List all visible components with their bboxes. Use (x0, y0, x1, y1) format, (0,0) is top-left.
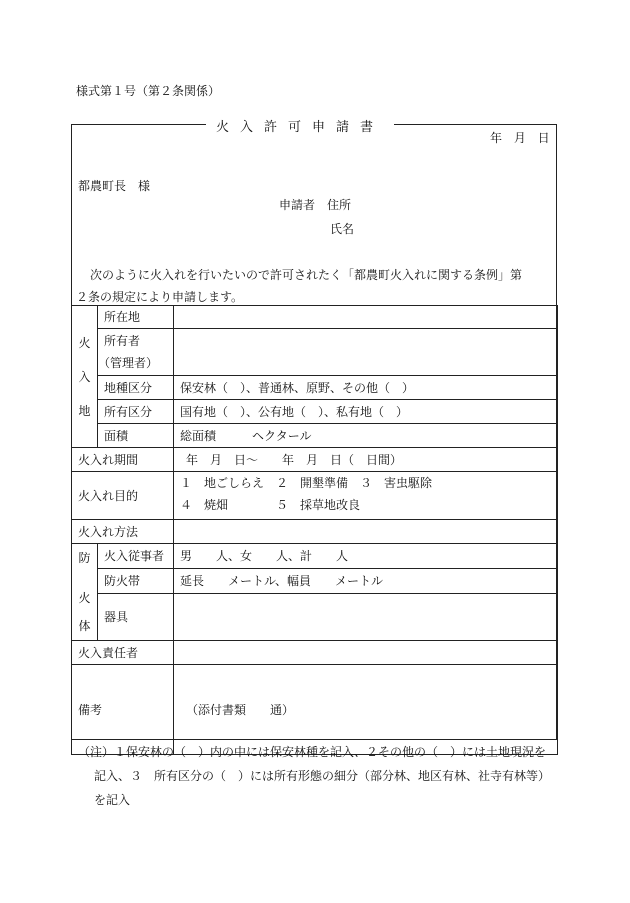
applicant-name-label: 氏名 (330, 222, 355, 236)
category-field[interactable]: 保安林（ ）、普通林、原野、その他（ ） (174, 376, 558, 400)
ownership-label: 所有区分 (98, 400, 174, 424)
purpose-options-line-2: ４ 焼畑 ５ 採草地改良 (180, 498, 361, 512)
responsible-label: 火入責任者 (72, 641, 174, 665)
tools-field[interactable] (174, 593, 558, 640)
purpose-label: 火入れ目的 (72, 472, 174, 520)
addressee: 都農町長 様 (78, 179, 151, 193)
method-label: 火入れ方法 (72, 520, 174, 544)
firebreak-label: 防火帯 (98, 568, 174, 593)
period-field[interactable]: 年 月 日〜 年 月 日（ 日間） (174, 448, 558, 472)
category-label: 地種区分 (98, 376, 174, 400)
location-field[interactable] (174, 306, 558, 329)
remarks-label: 備考 (72, 665, 174, 755)
prevention-side-char-1: 防 (78, 551, 91, 565)
request-text-line-2: ２条の規定により申請します。 (76, 290, 244, 304)
prevention-side-label (72, 544, 98, 641)
area-field[interactable]: 総面積 ヘクタール (174, 424, 558, 448)
date-line: 年 月 日 (490, 131, 550, 145)
method-field[interactable] (174, 520, 558, 544)
firebreak-field[interactable]: 延長 メートル、幅員 メートル (174, 568, 558, 593)
purpose-field[interactable] (174, 472, 558, 520)
note-line-3: を記入 (94, 793, 131, 807)
ownership-field[interactable]: 国有地（ ）、公有地（ ）、私有地（ ） (174, 400, 558, 424)
tools-label: 器具 (98, 593, 174, 640)
owner-label-line-2: （管理者） (98, 356, 159, 370)
document-title: 火入許可申請書 (206, 116, 394, 135)
land-side-label (72, 306, 98, 448)
land-side-char-1: 火 (78, 335, 91, 350)
form-number-label: 様式第１号（第２条関係） (76, 84, 221, 98)
land-side-char-2: 入 (78, 369, 91, 384)
request-text-line-1: 次のように火入れを行いたいので許可されたく「都農町火入れに関する条例」第 (90, 268, 523, 282)
area-label: 面積 (98, 424, 174, 448)
responsible-field[interactable] (174, 641, 558, 665)
owner-label-line-1: 所有者 (104, 334, 141, 348)
period-label: 火入れ期間 (72, 448, 174, 472)
owner-field[interactable] (174, 329, 558, 376)
purpose-options-line-1: １ 地ごしらえ ２ 開墾準備 ３ 害虫駆除 (180, 476, 433, 490)
note-line-1: （注）１保安林の（ ）内の中には保安林種を記入、２その他の（ ）には土地現況を (78, 745, 547, 759)
prevention-side-char-2: 火 (78, 591, 91, 605)
owner-label (98, 329, 174, 376)
prevention-side-char-3: 体 (78, 619, 91, 633)
remarks-field[interactable]: （添付書類 通） (174, 665, 558, 755)
applicant-address-label: 申請者 住所 (279, 198, 352, 212)
application-table (71, 305, 558, 755)
location-label: 所在地 (98, 306, 174, 329)
workers-field[interactable]: 男 人、女 人、計 人 (174, 544, 558, 569)
workers-label: 火入従事者 (98, 544, 174, 569)
land-side-char-3: 地 (78, 403, 91, 418)
note-line-2: 記入、３ 所有区分の（ ）には所有形態の細分（部分林、地区有林、社寺有林等） (94, 769, 551, 783)
